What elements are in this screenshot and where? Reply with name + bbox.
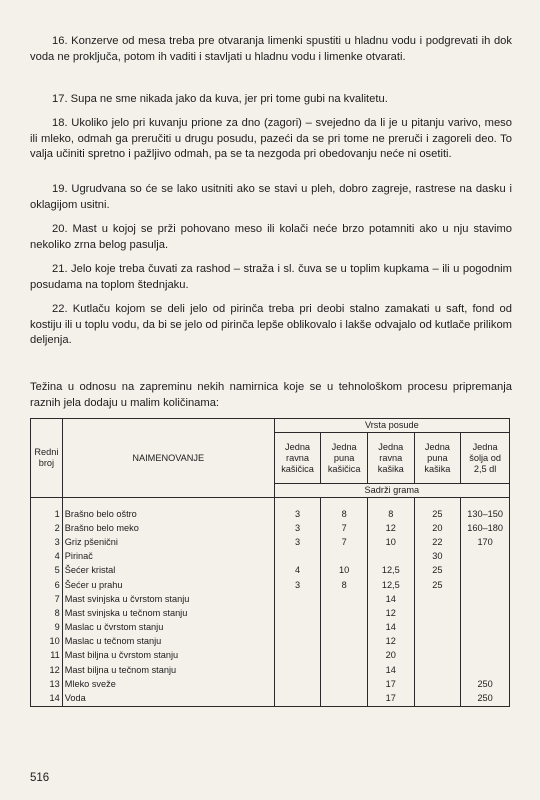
row-value [461,564,510,578]
row-name: Mast svinjska u tečnom stanju [62,606,274,620]
row-value: 170 [461,535,510,549]
row-name: Pirinač [62,550,274,564]
row-number: 7 [31,592,63,606]
row-number: 1 [31,507,63,521]
table-row [31,606,510,620]
row-value: 10 [367,535,414,549]
row-value [461,550,510,564]
row-value: 8 [321,578,368,592]
page-number: 516 [30,772,50,784]
header-vessel: Jedna puna kašika [414,433,461,484]
table-intro: Težina u odnosu na zapreminu nekih namirnica koje se u tehnološkom procesu pripremanja raznih jela dodaju u malim količinama: [30,381,512,409]
row-value [274,606,321,620]
paragraph-17: 17. Supa ne sme nikada jako da kuva, jer pri tome gubi na kvalitetu. [52,93,388,105]
row-value: 3 [274,578,321,592]
header-vrsta-posude: Vrsta posude [274,419,509,433]
header-vessel: Jedna šolja od 2,5 dl [461,433,510,484]
row-value: 3 [274,521,321,535]
row-value [321,621,368,635]
table-spacer [31,498,510,508]
row-value [274,691,321,706]
row-value: 12 [367,635,414,649]
row-value: 12 [367,606,414,620]
row-name: Griz pšenični [62,535,274,549]
row-name: Šećer u prahu [62,578,274,592]
row-number: 12 [31,663,63,677]
row-name: Brašno belo oštro [62,507,274,521]
row-value: 130–150 [461,507,510,521]
row-name: Mast svinjska u čvrstom stanju [62,592,274,606]
row-value: 30 [414,550,461,564]
row-value: 14 [367,621,414,635]
table-row [31,663,510,677]
row-name: Mast biljna u čvrstom stanju [62,649,274,663]
row-value: 17 [367,691,414,706]
row-value: 7 [321,521,368,535]
row-number: 8 [31,606,63,620]
row-value: 12,5 [367,564,414,578]
row-value [321,663,368,677]
paragraph-22: 22. Kutlaču kojom se deli jelo od pirinča treba pri deobi stalno zamakati u saft, fond od kostiju ili u toplu vodu, da bi se jelo od pirinča lepše oblikovalo i lakše odvajalo od kutlače prilikom deljenja. [30,303,512,347]
row-value [321,649,368,663]
row-value [414,691,461,706]
row-value: 20 [414,521,461,535]
header-vessel: Jedna ravna kašika [367,433,414,484]
row-number: 4 [31,550,63,564]
row-value [321,592,368,606]
row-value: 250 [461,677,510,691]
row-value: 8 [321,507,368,521]
table-row [31,635,510,649]
row-value: 14 [367,663,414,677]
row-value: 250 [461,691,510,706]
row-value: 3 [274,507,321,521]
table-row [31,521,510,535]
row-value [461,663,510,677]
row-value [461,592,510,606]
row-value [414,677,461,691]
row-value [321,691,368,706]
table-row [31,535,510,549]
row-value [274,592,321,606]
row-name: Mleko sveže [62,677,274,691]
table-row [31,649,510,663]
row-number: 3 [31,535,63,549]
table-row [31,691,510,706]
row-value: 25 [414,507,461,521]
row-name: Mast biljna u tečnom stanju [62,663,274,677]
row-value: 160–180 [461,521,510,535]
row-name: Šećer kristal [62,564,274,578]
row-number: 6 [31,578,63,592]
header-naimenovanje: NAIMENOVANJE [62,419,274,498]
paragraph-20: 20. Mast u kojoj se prži pohovano meso ili kolači neće brzo potamniti ako u nju stavimo nekoliko zrna belog pasulja. [30,223,512,251]
row-value [461,606,510,620]
row-value [321,677,368,691]
header-sadrzi-grama: Sadrži grama [274,484,509,498]
row-value [274,635,321,649]
header-vessel: Jedna ravna kašičica [274,433,321,484]
weight-volume-table [30,418,510,707]
paragraph-21: 21. Jelo koje treba čuvati za rashod – straža i sl. čuva se u toplim kupkama – ili u pogodnim posudama na toplom štednjaku. [30,263,512,291]
row-number: 10 [31,635,63,649]
row-value: 3 [274,535,321,549]
row-value [321,635,368,649]
row-value: 12 [367,521,414,535]
row-number: 11 [31,649,63,663]
row-value [461,621,510,635]
row-value [367,550,414,564]
row-value [414,621,461,635]
row-value [414,606,461,620]
header-redni-broj: Redni broj [31,419,63,498]
table-row [31,550,510,564]
row-value: 25 [414,578,461,592]
row-value: 17 [367,677,414,691]
row-value: 25 [414,564,461,578]
table-row [31,564,510,578]
header-vessel: Jedna puna kašičica [321,433,368,484]
table-row [31,578,510,592]
paragraph-16: 16. Konzerve od mesa treba pre otvaranja limenki spustiti u hladnu vodu i podgrevati ih dok voda ne proključa, potom ih vaditi i stavljati u hladnu vodu i limenke otvarati. [30,35,512,63]
row-value [274,649,321,663]
row-value [414,592,461,606]
table-row [31,507,510,521]
row-name: Brašno belo meko [62,521,274,535]
table-row [31,592,510,606]
row-value: 14 [367,592,414,606]
row-number: 5 [31,564,63,578]
row-value [274,621,321,635]
row-name: Maslac u čvrstom stanju [62,621,274,635]
row-value: 20 [367,649,414,663]
paragraph-18: 18. Ukoliko jelo pri kuvanju prione za dno (zagori) – svejedno da li je u pitanju varivo, meso ili mleko, odmah ga preručiti u drugu posudu, pazeći da se pri tome ne preruči i zagoreli deo. To valja učiniti spretno i pažljivo odmah, pa se ta nezgoda pri obedovanju neće ni osetiti. [30,117,512,161]
row-number: 9 [31,621,63,635]
row-value [274,677,321,691]
row-value: 10 [321,564,368,578]
row-value [414,663,461,677]
row-value [414,635,461,649]
row-value [274,663,321,677]
row-value [461,635,510,649]
row-value [461,649,510,663]
row-number: 14 [31,691,63,706]
row-value [461,578,510,592]
row-value [321,606,368,620]
row-value: 22 [414,535,461,549]
row-value: 4 [274,564,321,578]
table-row [31,621,510,635]
row-value: 7 [321,535,368,549]
row-number: 2 [31,521,63,535]
row-value [414,649,461,663]
row-number: 13 [31,677,63,691]
row-name: Voda [62,691,274,706]
row-value [321,550,368,564]
paragraph-19: 19. Ugrudvana so će se lako usitniti ako se stavi u pleh, dobro zagreje, rastrese na dasku i oklagijom usitni. [30,183,512,211]
row-name: Maslac u tečnom stanju [62,635,274,649]
row-value [274,550,321,564]
row-value: 12,5 [367,578,414,592]
row-value: 8 [367,507,414,521]
table-row [31,677,510,691]
